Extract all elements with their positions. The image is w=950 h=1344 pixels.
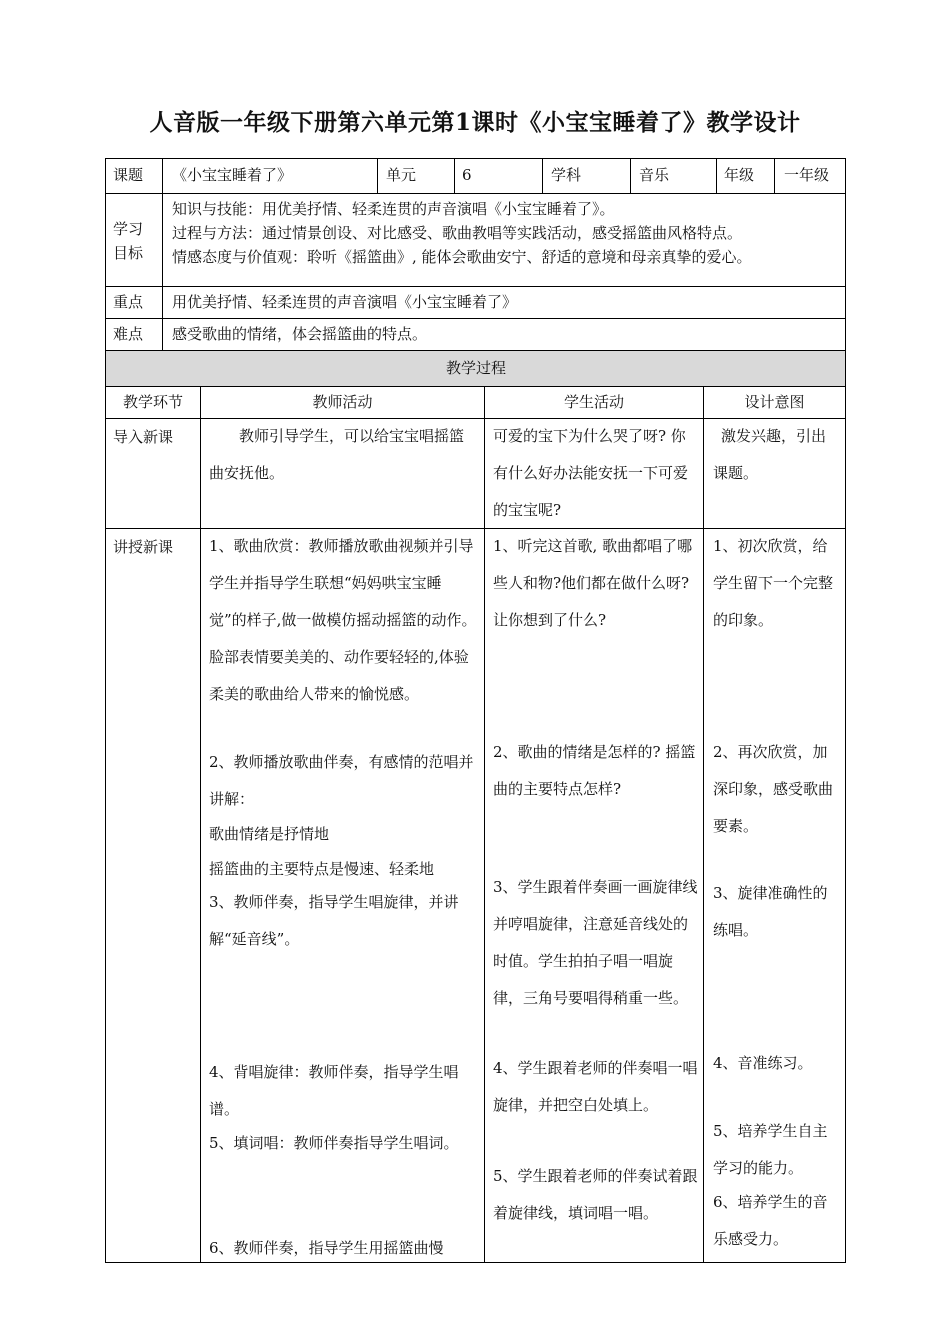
grade-label: 年级 [724,166,755,184]
intent-step: 3、旋律准确性的练唱。 [713,884,828,939]
subject-label: 学科 [551,166,582,184]
page-title: 人音版一年级下册第六单元第1课时《小宝宝睡着了》教学设计 [149,109,801,136]
unit-value: 6 [462,166,472,184]
column-header-stage: 教学环节 [122,393,183,411]
intent-step: 1、初次欣赏，给学生留下一个完整的印象。 [713,537,834,629]
column-header-teacher: 教师活动 [312,393,373,411]
teacher-step: 1、歌曲欣赏：教师播放歌曲视频并引导学生并指导学生联想“妈妈哄宝宝睡觉”的样子,做一做模仿摇动摇篮的动作。脸部表情要美美的、动作要轻轻的,体验柔美的歌曲给人带来的愉悦感。 [209,537,477,703]
intro-teacher: 教师引导学生，可以给宝宝唱摇篮曲安抚他。 [209,427,465,482]
teacher-step: 5、填词唱：教师伴奏指导学生唱词。 [209,1134,459,1152]
intent-step: 4、音准练习。 [713,1054,813,1072]
student-step: 2、歌曲的情绪是怎样的? 摇篮曲的主要特点怎样? [493,743,696,798]
goals-label-line1: 学习 [113,220,144,238]
difficulty-value: 感受歌曲的情绪，体会摇篮曲的特点。 [172,325,428,343]
intent-step: 6、培养学生的音乐感受力。 [713,1193,828,1248]
goal-item: 知识与技能：用优美抒情、轻柔连贯的声音演唱《小宝宝睡着了》。 [172,200,615,218]
course-label: 课题 [113,166,144,184]
goal-item: 过程与方法：通过情景创设、对比感受、歌曲教唱等实践活动，感受摇篮曲风格特点。 [172,224,743,242]
subject-value: 音乐 [639,166,670,184]
teacher-step: 摇篮曲的主要特点是慢速、轻柔地 [209,860,435,878]
teacher-step: 2、教师播放歌曲伴奏，有感情的范唱并讲解： [209,753,474,808]
teacher-step: 6、教师伴奏，指导学生用摇篮曲慢 [209,1239,444,1257]
intent-step: 2、再次欣赏，加深印象，感受歌曲要素。 [713,743,834,835]
goals-label-line2: 目标 [113,244,144,262]
difficulty-label: 难点 [113,325,144,343]
key-point-value: 用优美抒情、轻柔连贯的声音演唱《小宝宝睡着了》 [172,293,518,311]
column-header-student: 学生活动 [563,393,624,411]
grade-value: 一年级 [784,166,830,184]
intro-stage: 导入新课 [113,428,174,446]
intro-student: 可爱的宝下为什么哭了呀? 你有什么好办法能安抚一下可爱的宝宝呢? [493,427,689,519]
student-step: 1、听完这首歌, 歌曲都唱了哪些人和物?他们都在做什么呀?让你想到了什么? [493,537,693,629]
student-step: 4、学生跟着老师的伴奏唱一唱旋律，并把空白处填上。 [493,1059,698,1114]
teacher-step: 4、背唱旋律：教师伴奏，指导学生唱谱。 [209,1063,459,1118]
column-header-intent: 设计意图 [744,393,805,411]
goal-item: 情感态度与价值观：聆听《摇篮曲》, 能体会歌曲安宁、舒适的意境和母亲真挚的爱心。 [172,248,752,266]
key-point-label: 重点 [113,293,144,311]
teacher-step: 3、教师伴奏，指导学生唱旋律，并讲解“延音线”。 [209,893,459,948]
student-step: 5、学生跟着老师的伴奏试着跟着旋律线，填词唱一唱。 [493,1167,698,1222]
unit-label: 单元 [386,166,417,184]
course-value: 《小宝宝睡着了》 [172,166,293,184]
process-heading: 教学过程 [445,359,506,377]
lesson-stage: 讲授新课 [113,538,174,556]
teacher-step: 歌曲情绪是抒情地 [209,825,330,843]
student-step: 3、学生跟着伴奏画一画旋律线并哼唱旋律，注意延音线处的时值。学生拍拍子唱一唱旋律，三角号要唱得稍重一些。 [493,878,698,1007]
intro-intent: 激发兴趣，引出课题。 [713,427,827,482]
intent-step: 5、培养学生自主学习的能力。 [713,1122,828,1177]
